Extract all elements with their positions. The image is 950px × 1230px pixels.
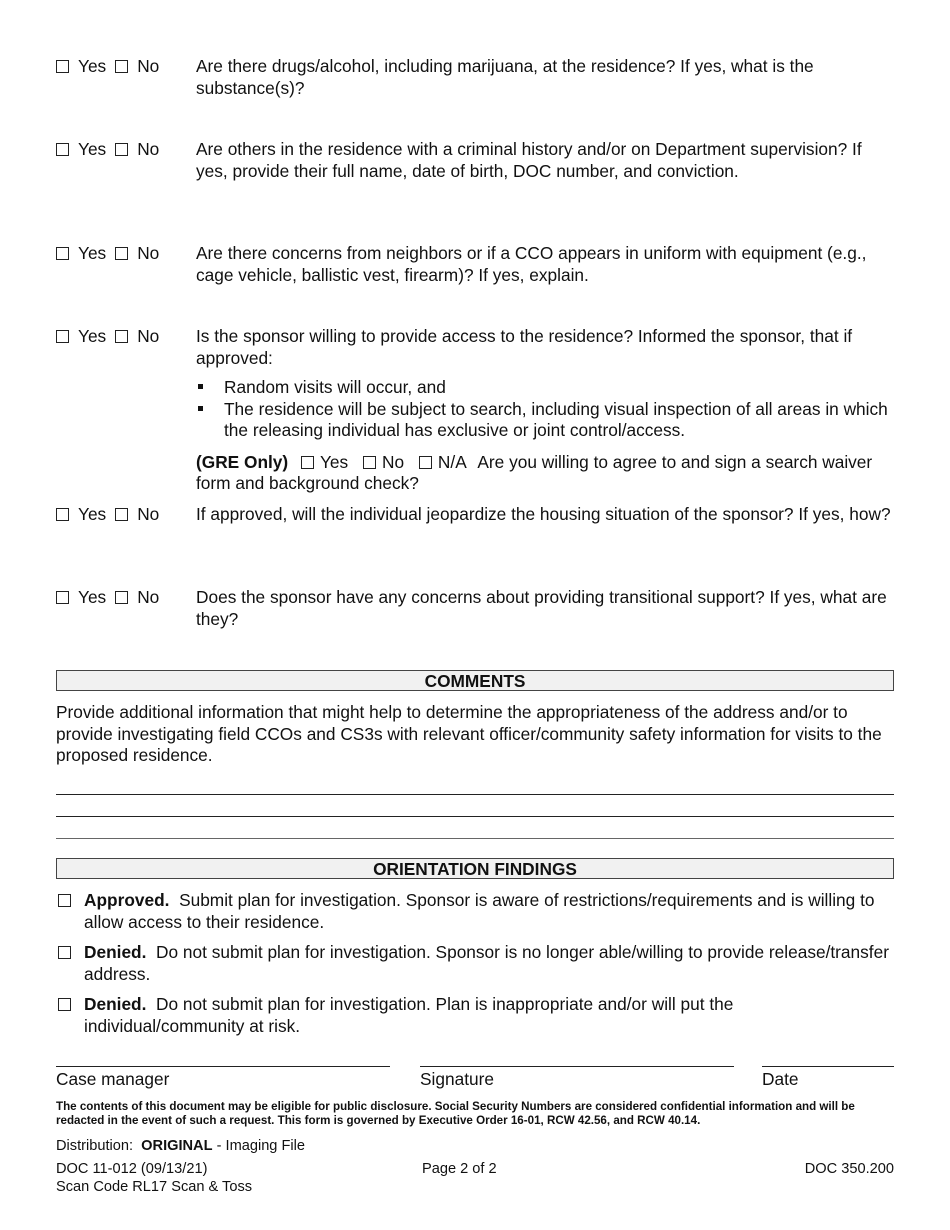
finding-denied-inappropriate	[56, 994, 898, 1037]
comments-header: COMMENTS	[56, 670, 894, 691]
disclosure-notice: The contents of this document may be eligible for public disclosure. Social Security Numbers are considered confidential information and will be redacted in the event of such a request. This form is governed by Executive Order 16-01, RCW 42.56, and RCW 40.14.	[56, 1100, 855, 1127]
question-others-criminal-history	[56, 139, 896, 182]
yes-label: Yes	[78, 326, 107, 346]
comments-instructions: Provide additional information that might help to determine the appropriateness of the address and/or to provide investigating field CCOs and CS3s with relevant officer/community safety information for visits to the proposed residence.	[56, 702, 882, 765]
distribution-value: ORIGINAL	[141, 1138, 213, 1154]
yes-checkbox[interactable]	[56, 591, 69, 604]
gre-no-checkbox[interactable]	[363, 456, 376, 469]
no-label: No	[137, 504, 160, 524]
yes-no-group	[56, 56, 168, 78]
question-text: If approved, will the individual jeopardize the housing situation of the sponsor? If yes, how?	[196, 504, 891, 524]
no-label: No	[137, 587, 160, 607]
question-transitional-support	[56, 587, 896, 630]
yes-no-group	[56, 326, 168, 348]
no-checkbox[interactable]	[115, 143, 128, 156]
gre-only-question	[196, 452, 896, 495]
bullet-text: The residence will be subject to search, including visual inspection of all areas in which the releasing individual has exclusive or joint control/access.	[224, 398, 888, 440]
distribution	[56, 1137, 305, 1155]
signature-line[interactable]	[420, 1066, 734, 1067]
question-neighbor-concerns	[56, 243, 896, 286]
denied-sponsor-checkbox[interactable]	[58, 946, 71, 959]
no-label: No	[137, 139, 160, 159]
comments-line[interactable]	[56, 816, 894, 817]
yes-checkbox[interactable]	[56, 508, 69, 521]
yes-no-group	[56, 504, 168, 526]
comments-line[interactable]	[56, 794, 894, 795]
bullet-text: Random visits will occur, and	[224, 377, 446, 397]
question-text: Are there drugs/alcohol, including marijuana, at the residence? If yes, what is the substance(s)?	[196, 56, 814, 98]
question-jeopardize-housing	[56, 504, 896, 526]
case-manager-line[interactable]	[56, 1066, 390, 1067]
finding-text: Submit plan for investigation. Sponsor is aware of restrictions/requirements and is willing to allow access to their residence.	[84, 890, 875, 932]
no-label: No	[137, 243, 160, 263]
no-checkbox[interactable]	[115, 330, 128, 343]
scan-code: Scan Code RL17 Scan & Toss	[56, 1179, 253, 1195]
yes-checkbox[interactable]	[56, 247, 69, 260]
no-checkbox[interactable]	[115, 508, 128, 521]
gre-yes-checkbox[interactable]	[301, 456, 314, 469]
finding-approved	[56, 890, 898, 933]
yes-checkbox[interactable]	[56, 143, 69, 156]
case-manager-label: Case manager	[56, 1069, 170, 1089]
comments-line[interactable]	[56, 838, 894, 839]
yes-label: Yes	[78, 139, 107, 159]
finding-label: Denied.	[84, 942, 147, 962]
date-label: Date	[762, 1069, 799, 1089]
question-text: Does the sponsor have any concerns about providing transitional support? If yes, what are they?	[196, 587, 887, 629]
no-checkbox[interactable]	[115, 591, 128, 604]
yes-checkbox[interactable]	[56, 330, 69, 343]
finding-text: Do not submit plan for investigation. Plan is inappropriate and/or will put the individual/community at risk.	[84, 994, 734, 1036]
gre-only-label: (GRE Only)	[196, 451, 289, 472]
bullet-icon	[198, 384, 203, 389]
yes-no-group	[56, 587, 168, 609]
yes-no-group	[56, 243, 168, 265]
finding-denied-sponsor	[56, 942, 898, 985]
question-text: Are others in the residence with a criminal history and/or on Department supervision? If yes, provide their full name, date of birth, DOC number, and conviction.	[196, 139, 862, 181]
gre-question-text: Are you willing to agree to and sign a search waiver form and background check?	[196, 451, 873, 493]
no-checkbox[interactable]	[115, 60, 128, 73]
orientation-findings-header: ORIENTATION FINDINGS	[56, 858, 894, 879]
yes-label: Yes	[78, 243, 107, 263]
question-text: Are there concerns from neighbors or if a CCO appears in uniform with equipment (e.g., cage vehicle, ballistic vest, firearm)? If yes, explain.	[196, 243, 867, 285]
yes-checkbox[interactable]	[56, 60, 69, 73]
gre-no-label: No	[382, 451, 405, 472]
distribution-label: Distribution:	[56, 1138, 134, 1154]
yes-label: Yes	[78, 504, 107, 524]
date-line[interactable]	[762, 1066, 894, 1067]
gre-na-label: N/A	[437, 451, 467, 472]
page-number: Page 2 of 2	[422, 1161, 497, 1177]
yes-label: Yes	[78, 587, 107, 607]
bullet-icon	[198, 406, 203, 411]
gre-na-checkbox[interactable]	[419, 456, 432, 469]
question-text: Is the sponsor willing to provide access to the residence? Informed the sponsor, that if approved:	[196, 326, 853, 368]
approved-checkbox[interactable]	[58, 894, 71, 907]
question-sponsor-access	[56, 326, 896, 495]
distribution-rest: - Imaging File	[216, 1138, 305, 1154]
list-item	[196, 399, 896, 442]
question-drugs-alcohol	[56, 56, 896, 99]
yes-no-group	[56, 139, 168, 161]
denied-inappropriate-checkbox[interactable]	[58, 998, 71, 1011]
form-number: DOC 11-012 (09/13/21)	[56, 1161, 208, 1177]
gre-yes-label: Yes	[319, 451, 349, 472]
yes-label: Yes	[78, 56, 107, 76]
list-item	[196, 377, 896, 399]
no-label: No	[137, 56, 160, 76]
finding-label: Denied.	[84, 994, 147, 1014]
policy-number: DOC 350.200	[804, 1161, 894, 1177]
signature-label: Signature	[420, 1069, 494, 1089]
finding-text: Do not submit plan for investigation. Sponsor is no longer able/willing to provide release/transfer address.	[84, 942, 889, 984]
no-checkbox[interactable]	[115, 247, 128, 260]
finding-label: Approved.	[84, 890, 170, 910]
no-label: No	[137, 326, 160, 346]
conditions-list	[196, 377, 896, 442]
